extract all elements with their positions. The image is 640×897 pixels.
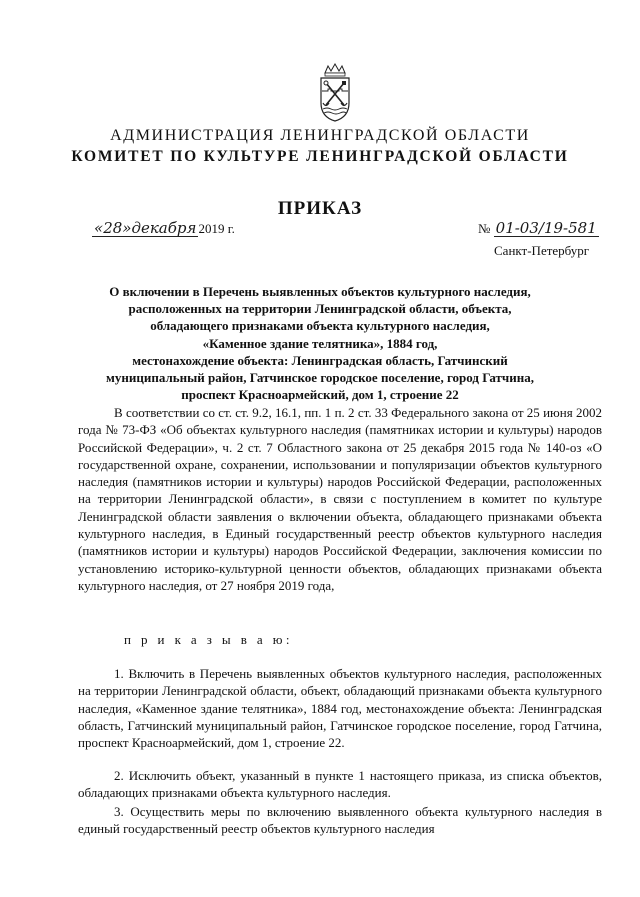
date-day: 28 — [103, 219, 123, 237]
leningrad-oblast-coat-of-arms-icon — [318, 63, 352, 123]
date-open-quote: « — [94, 219, 104, 237]
subject-line: местонахождение объекта: Ленинградская область, Гатчинский — [132, 352, 508, 368]
subject-line: обладающего признаками объекта культурного наследия, — [150, 318, 490, 334]
order-item-1: 1. Включить в Перечень выявленных объектов культурного наследия, расположенных на территории Ленинградской области, объект, обладающий признаками объекта культурного наследия, «Каменное здание телятника», 1884 год, местонахождение объекта: Ленинградская область, Гатчинский муниципальный район, Гатчинское городское поселение, город Гатчина, проспект Красноармейский, дом 1, строение 22. — [78, 666, 602, 751]
city-name: Санкт-Петербург — [494, 243, 590, 258]
date-year: 2019 г. — [198, 221, 235, 236]
subject-line: расположенных на территории Ленинградской области, объекта, — [128, 301, 512, 317]
document-subject — [100, 283, 540, 403]
order-item-3: 3. Осуществить меры по включению выявленного объекта культурного наследия в единый государственный реестр объектов культурного наследия — [78, 804, 602, 837]
subject-line: муниципальный район, Гатчинское городское поселение, город Гатчина, — [106, 370, 534, 386]
administration-name: АДМИНИСТРАЦИЯ ЛЕНИНГРАДСКОЙ ОБЛАСТИ — [110, 127, 530, 144]
subject-line: проспект Красноармейский, дом 1, строение 22 — [181, 387, 459, 403]
order-word: п р и к а з ы в а ю: — [124, 632, 293, 647]
subject-line: «Каменное здание телятника», 1884 год, — [202, 335, 438, 351]
document-date — [92, 220, 235, 244]
order-item-2: 2. Исключить объект, указанный в пункте 1 настоящего приказа, из списка объектов, обладающих признаками объекта культурного наследия. — [78, 768, 602, 801]
number-value: 01-03/19-581 — [495, 219, 597, 237]
subject-line: О включении в Перечень выявленных объектов культурного наследия, — [109, 284, 531, 299]
document-type-title: ПРИКАЗ — [277, 198, 363, 219]
date-handwritten — [92, 220, 198, 237]
committee-name: КОМИТЕТ ПО КУЛЬТУРЕ ЛЕНИНГРАДСКОЙ ОБЛАСТИ — [71, 148, 569, 165]
number-sign: № — [478, 221, 491, 236]
preamble-paragraph: В соответствии со ст. ст. 9.2, 16.1, пп. 1 п. 2 ст. 33 Федерального закона от 25 июня 2002 года № 73-ФЗ «Об объектах культурного наследия (памятниках истории и культуры) народов Российской Федерации», ч. 2 ст. 7 Областного закона от 25 декабря 2015 года № 140-оз «О государственной охране, сохранении, использовании и популяризации объектов культурного наследия (памятников истории и культуры) народов Российской Федерации, расположенных на территории Ленинградской области», в связи с поступлением в комитет по культуре Ленинградской области заявления о включении объекта, обладающего признаками объекта культурного наследия, в Единый государственный реестр объектов культурного наследия (памятников истории и культуры) народов Российской Федерации, заключения комиссии по установлению историко-культурной ценности объектов, обладающих признаками объекта культурного наследия, от 27 ноября 2019 года, — [78, 405, 602, 593]
document-number — [478, 220, 599, 237]
date-close-quote: » — [122, 219, 132, 237]
date-month: декабря — [131, 219, 197, 237]
